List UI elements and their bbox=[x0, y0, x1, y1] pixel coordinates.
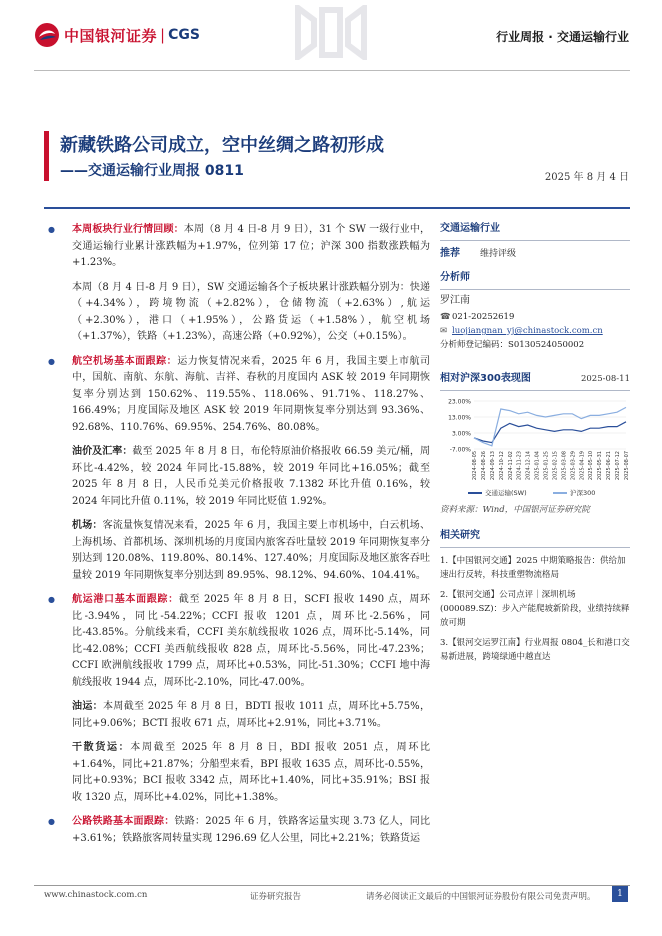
sidebar-divider bbox=[440, 547, 630, 548]
y-tick-label: -7.00% bbox=[449, 446, 471, 454]
paragraph-heading: 本周板块行业行情回顾： bbox=[72, 224, 184, 235]
x-tick-label: 2024-10-12 bbox=[498, 451, 505, 481]
related-item[interactable]: 1.【中国银河交通】2025 中期策略报告：供给加速出行反转，科技重塑物流格局 bbox=[440, 556, 626, 580]
related-list bbox=[440, 554, 630, 664]
x-tick-label: 2025-03-29 bbox=[570, 451, 577, 481]
report-subtitle: ——交通运输行业周报 0811 bbox=[60, 163, 244, 179]
title-divider bbox=[44, 207, 630, 209]
related-research bbox=[440, 529, 630, 664]
email-row bbox=[440, 324, 630, 338]
body-paragraph bbox=[72, 518, 430, 584]
chart-header bbox=[440, 372, 630, 386]
analyst-name: 罗江南 bbox=[440, 295, 470, 306]
sidebar-divider bbox=[440, 240, 630, 241]
body-paragraph bbox=[72, 740, 430, 806]
logo-cgs: CGS bbox=[168, 27, 200, 43]
y-tick-label: 23.00% bbox=[448, 398, 471, 406]
x-tick-label: 2025-05-10 bbox=[588, 451, 595, 481]
header-divider bbox=[34, 70, 630, 71]
body-paragraph bbox=[72, 354, 430, 437]
related-heading: 相关研究 bbox=[440, 530, 480, 541]
x-tick-label: 2024-11-23 bbox=[516, 451, 523, 481]
sidebar bbox=[440, 222, 630, 664]
x-tick-label: 2024-11-02 bbox=[507, 451, 514, 481]
y-tick-label: 3.00% bbox=[451, 430, 471, 438]
x-tick-label: 2025-03-08 bbox=[561, 451, 568, 481]
chart-date: 2025-08-11 bbox=[580, 374, 630, 384]
body-paragraph bbox=[72, 814, 430, 847]
paragraph-text: 本周（8 月 4 日-8 月 9 日），31 个 SW 一级行业中，交通运输行业累计涨跌幅为+1.97%，位列第 17 位；沪深 300 指数涨跌幅为+1.23%。 bbox=[72, 224, 430, 268]
performance-chart bbox=[440, 397, 630, 499]
paragraph-text: 本周截至 2025 年 8 月 8 日，BDTI 报收 1011 点，周环比+5.75%，同比+9.06%；BCTI 报收 671 点，周环比+2.91%，同比+3.71%。 bbox=[72, 701, 430, 729]
x-tick-label: 2024-09-13 bbox=[489, 451, 496, 481]
paragraph-heading: 油运： bbox=[72, 701, 104, 712]
paragraph-heading: 油价及汇率： bbox=[72, 446, 133, 457]
x-tick-label: 2025-08-07 bbox=[624, 451, 630, 481]
sidebar-divider bbox=[440, 390, 630, 391]
sidebar-divider bbox=[440, 289, 630, 290]
paragraph-heading: 航空机场基本面跟踪： bbox=[72, 355, 178, 367]
y-tick-label: 13.00% bbox=[448, 414, 471, 422]
logo-separator: | bbox=[160, 26, 166, 44]
company-logo bbox=[34, 22, 200, 48]
legend-label: 沪深300 bbox=[570, 489, 596, 497]
logo-text: 中国银河证券 bbox=[64, 26, 158, 45]
series-line bbox=[474, 407, 626, 445]
rating-row bbox=[440, 247, 630, 261]
body-paragraph bbox=[72, 444, 430, 510]
body-paragraph bbox=[72, 280, 430, 346]
paragraph-text: 截至 2025 年 8 月 8 日，SCFI 报收 1490 点，周环比-3.94%，同比-54.22%；CCFI 报收 1201 点，周环比-2.56%，同比-43.85%。分航线来看，CCFI 美东航线报收 1026 点，周环比-5.14%，同比-42.08%；CCFI 美西航线报收 828 点，周环比-5.56%，同比-47.23%；CCFI 欧洲航线报收 1799 点，周环比+0.53%，同比-51.30%；CCFI 地中海航线报收 1944 点，周环比-2.10%，同比-47.00%。 bbox=[72, 594, 431, 688]
report-date: 2025 年 8 月 4 日 bbox=[544, 172, 629, 183]
paragraph-heading: 机场： bbox=[72, 520, 103, 531]
paragraph-text: 铁路：2025 年 6 月，铁路客运量实现 3.73 亿人，同比+3.61%；铁路旅客周转量实现 1296.69 亿人公里，同比+2.21%；铁路货运 bbox=[72, 816, 430, 844]
footer-disclaimer: 请务必阅读正文最后的中国银河证券股份有限公司免责声明。 bbox=[366, 892, 596, 902]
rating-value: 维持评级 bbox=[480, 249, 517, 259]
paragraph-text: 运力恢复情况来看，2025 年 6 月，我国主要上市航司中，国航、南航、东航、海航、吉祥、春秋的月度国内 ASK 较 2019 年同期恢复率分别达到 150.62%、119.55%、118.06%、91.71%、118.27%、166.49%；月度国际及地区 ASK 较 2019 年同期恢复率分别达到 93.36%、92.68%、110.76%、69.95%、254.76%、80.08%。 bbox=[72, 355, 430, 433]
analyst-heading: 分析师 bbox=[440, 272, 470, 283]
main-body bbox=[44, 222, 430, 855]
paragraph-text: 客流量恢复情况来看，2025 年 6 月，我国主要上市机场中，白云机场、上海机场、首都机场、深圳机场的月度国内旅客吞吐量较 2019 年同期恢复率分别达到 120.08%、119.80%、80.14%、127.40%；月度国际及地区旅客吞吐量较 2019 年同期恢复率分别达到 89.95%、98.12%、94.60%、104.41%。 bbox=[72, 520, 430, 581]
footer-website[interactable]: www.chinastock.com.cn bbox=[44, 890, 148, 900]
x-tick-label: 2025-06-21 bbox=[606, 451, 613, 481]
paragraph-text: 截至 2025 年 8 月 8 日，布伦特原油价格报收 66.59 美元/桶，周环比-4.42%，较 2024 年同比-15.88%，较 2019 年同比+16.05%；截至 2025 年 8 月 8 日，人民币兑美元价格报收 7.1382 环比升值 0.16%，较 2024 年同比升值 0.11%，较 2019 年同比贬值 1.92%。 bbox=[72, 446, 430, 507]
rating-label: 推荐 bbox=[440, 248, 460, 259]
title-accent-bar bbox=[44, 131, 49, 181]
footer-label: 证券研究报告 bbox=[250, 892, 302, 902]
header-watermark-icon bbox=[292, 5, 370, 60]
email-icon: ✉ bbox=[440, 326, 448, 336]
related-item[interactable]: 2.【银河交通】公司点评｜深圳机场 (000089.SZ)：步入产能爬坡新阶段，业绩持续释放可期 bbox=[440, 590, 630, 628]
legend-label: 交通运输(SW) bbox=[485, 489, 527, 497]
registration-code: 分析师登记编码：S0130524050002 bbox=[440, 340, 585, 350]
footer-divider bbox=[34, 885, 630, 886]
phone-row bbox=[440, 310, 630, 324]
page-number: 1 bbox=[612, 886, 628, 902]
related-item[interactable]: 3.【银河交运罗江南】行业周报 0804_长和港口交易新进展，跨境绿通中越直达 bbox=[440, 638, 630, 662]
phone-icon: ☎ bbox=[440, 312, 451, 322]
x-tick-label: 2025-04-19 bbox=[579, 451, 586, 481]
paragraph-heading: 航运港口基本面跟踪： bbox=[72, 594, 179, 605]
x-tick-label: 2024-12-14 bbox=[525, 451, 532, 481]
body-paragraph bbox=[72, 222, 430, 272]
x-tick-label: 2025-01-25 bbox=[543, 451, 550, 481]
phone-number: 021-20252619 bbox=[452, 312, 515, 322]
body-paragraph bbox=[72, 699, 430, 732]
paragraph-heading: 干散货运： bbox=[72, 742, 131, 753]
chart-title: 相对沪深300表现图 bbox=[440, 373, 531, 384]
paragraph-heading: 公路铁路基本面跟踪： bbox=[72, 816, 175, 827]
report-category: 行业周报 · 交通运输行业 bbox=[496, 30, 629, 44]
email-link[interactable]: luojiangnan_yj@chinastock.com.cn bbox=[452, 326, 603, 336]
x-tick-label: 2025-01-04 bbox=[534, 451, 541, 481]
x-tick-label: 2024-08-26 bbox=[480, 451, 487, 481]
page-header bbox=[0, 0, 662, 75]
paragraph-text: 本周截至 2025 年 8 月 8 日，BDI 报收 2051 点，周环比+1.64%，同比+21.87%；分船型来看，BPI 报收 1635 点，周环比-0.55%，同比+0.93%；BCI 报收 3342 点，周环比+1.40%，同比+35.91%；BSI 报收 1320 点，周环比+4.02%，同比+1.38%。 bbox=[72, 742, 430, 803]
body-paragraph bbox=[72, 592, 430, 691]
industry-label: 交通运输行业 bbox=[440, 223, 500, 234]
paragraph-text: 本周（8 月 4 日-8 月 9 日），SW 交通运输各个子板块累计涨跌幅分别为：快递（+4.34%），跨境物流（+2.82%），仓储物流（+2.63%）,航运（+2.30%），港口（+1.95%），公路货运（+1.58%），航空机场（+1.37%），铁路（+1.23%），高速公路（+0.92%），公交（+0.15%）。 bbox=[72, 281, 430, 342]
x-tick-label: 2025-02-15 bbox=[552, 451, 559, 481]
report-title: 新藏铁路公司成立，空中丝绸之路初形成 bbox=[60, 135, 384, 156]
x-tick-label: 2025-05-31 bbox=[597, 451, 604, 481]
chart-source: 资料来源：Wind，中国银河证券研究院 bbox=[440, 505, 590, 515]
logo-mark-icon bbox=[34, 22, 60, 48]
x-tick-label: 2024-08-05 bbox=[472, 451, 478, 481]
x-tick-label: 2025-07-12 bbox=[615, 451, 622, 481]
